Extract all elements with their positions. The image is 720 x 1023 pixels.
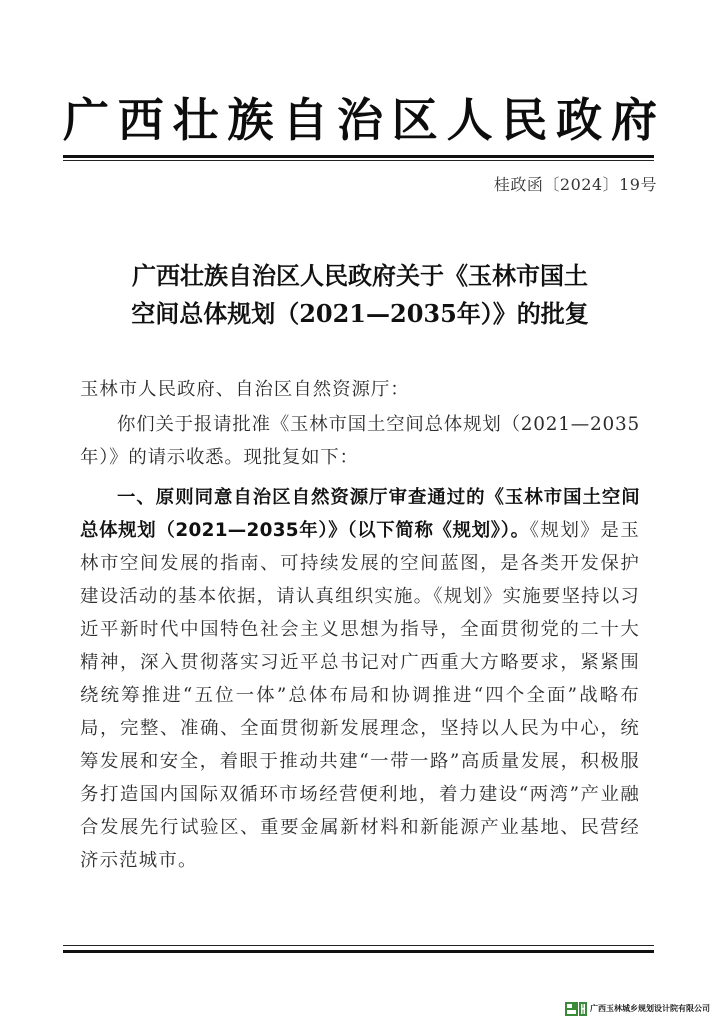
- masthead-char: 自: [282, 93, 329, 147]
- footer-divider-thick: [63, 950, 654, 953]
- title-line-1: 广西壮族自治区人民政府关于《玉林市国土: [132, 261, 588, 290]
- paragraph-2: [80, 481, 640, 877]
- masthead-char: 治: [336, 93, 383, 147]
- header-divider-thin: [63, 160, 654, 161]
- masthead-char: 区: [391, 93, 438, 147]
- organization-name: 广西玉林城乡规划设计院有限公司: [590, 1002, 710, 1013]
- issuer-masthead: [63, 90, 657, 150]
- institute-logo-icon: [565, 1001, 587, 1015]
- masthead-char: 民: [501, 93, 548, 147]
- addressee: 玉林市人民政府、自治区自然资源厅：: [80, 379, 410, 400]
- paragraph-2-rest: 《规划》是玉林市空间发展的指南、可持续发展的空间蓝图，是各类开发保护建设活动的基本依据，请认真组织实施。《规划》实施要坚持以习近平新时代中国特色社会主义思想为指导，全面贯彻党的二十大精神，深入贯彻落实习近平总书记对广西重大方略要求，紧紧围绕统筹推进“五位一体”总体布局和协调推进“四个全面”战略布局，完整、准确、全面贯彻新发展理念，坚持以人民为中心，统筹发展和安全，着眼于推动共建“一带一路”高质量发展，积极服务打造国内国际双循环市场经营便利地，着力建设“两湾”产业融合发展先行试验区、重要金属新材料和新能源产业基地、民营经济示范城市。: [80, 520, 640, 871]
- document-title: [70, 257, 650, 333]
- masthead-char: 政: [556, 93, 603, 147]
- masthead-char: 广: [63, 93, 109, 147]
- masthead-char: 府: [610, 93, 657, 147]
- header-divider-thick: [63, 155, 654, 158]
- masthead-char: 壮: [172, 93, 219, 147]
- masthead-char: 西: [117, 93, 164, 147]
- footer-watermark: [565, 1001, 710, 1015]
- document-number: 桂政函〔2024〕19号: [493, 175, 657, 194]
- masthead-char: 族: [227, 93, 274, 147]
- title-line-2: 空间总体规划（2021—2035年）》的批复: [131, 299, 589, 328]
- footer-divider-thin: [63, 945, 654, 946]
- masthead-char: 人: [446, 93, 493, 147]
- paragraph-1: 你们关于报请批准《玉林市国土空间总体规划（2021—2035年）》的请示收悉。现批复如下：: [80, 414, 640, 468]
- paragraph-2-lead: 一、原则同意自治区自然资源厅审查通过的《玉林市国土空间总体规划（2021—2035年）》（以下简称《规划》）。: [80, 487, 640, 541]
